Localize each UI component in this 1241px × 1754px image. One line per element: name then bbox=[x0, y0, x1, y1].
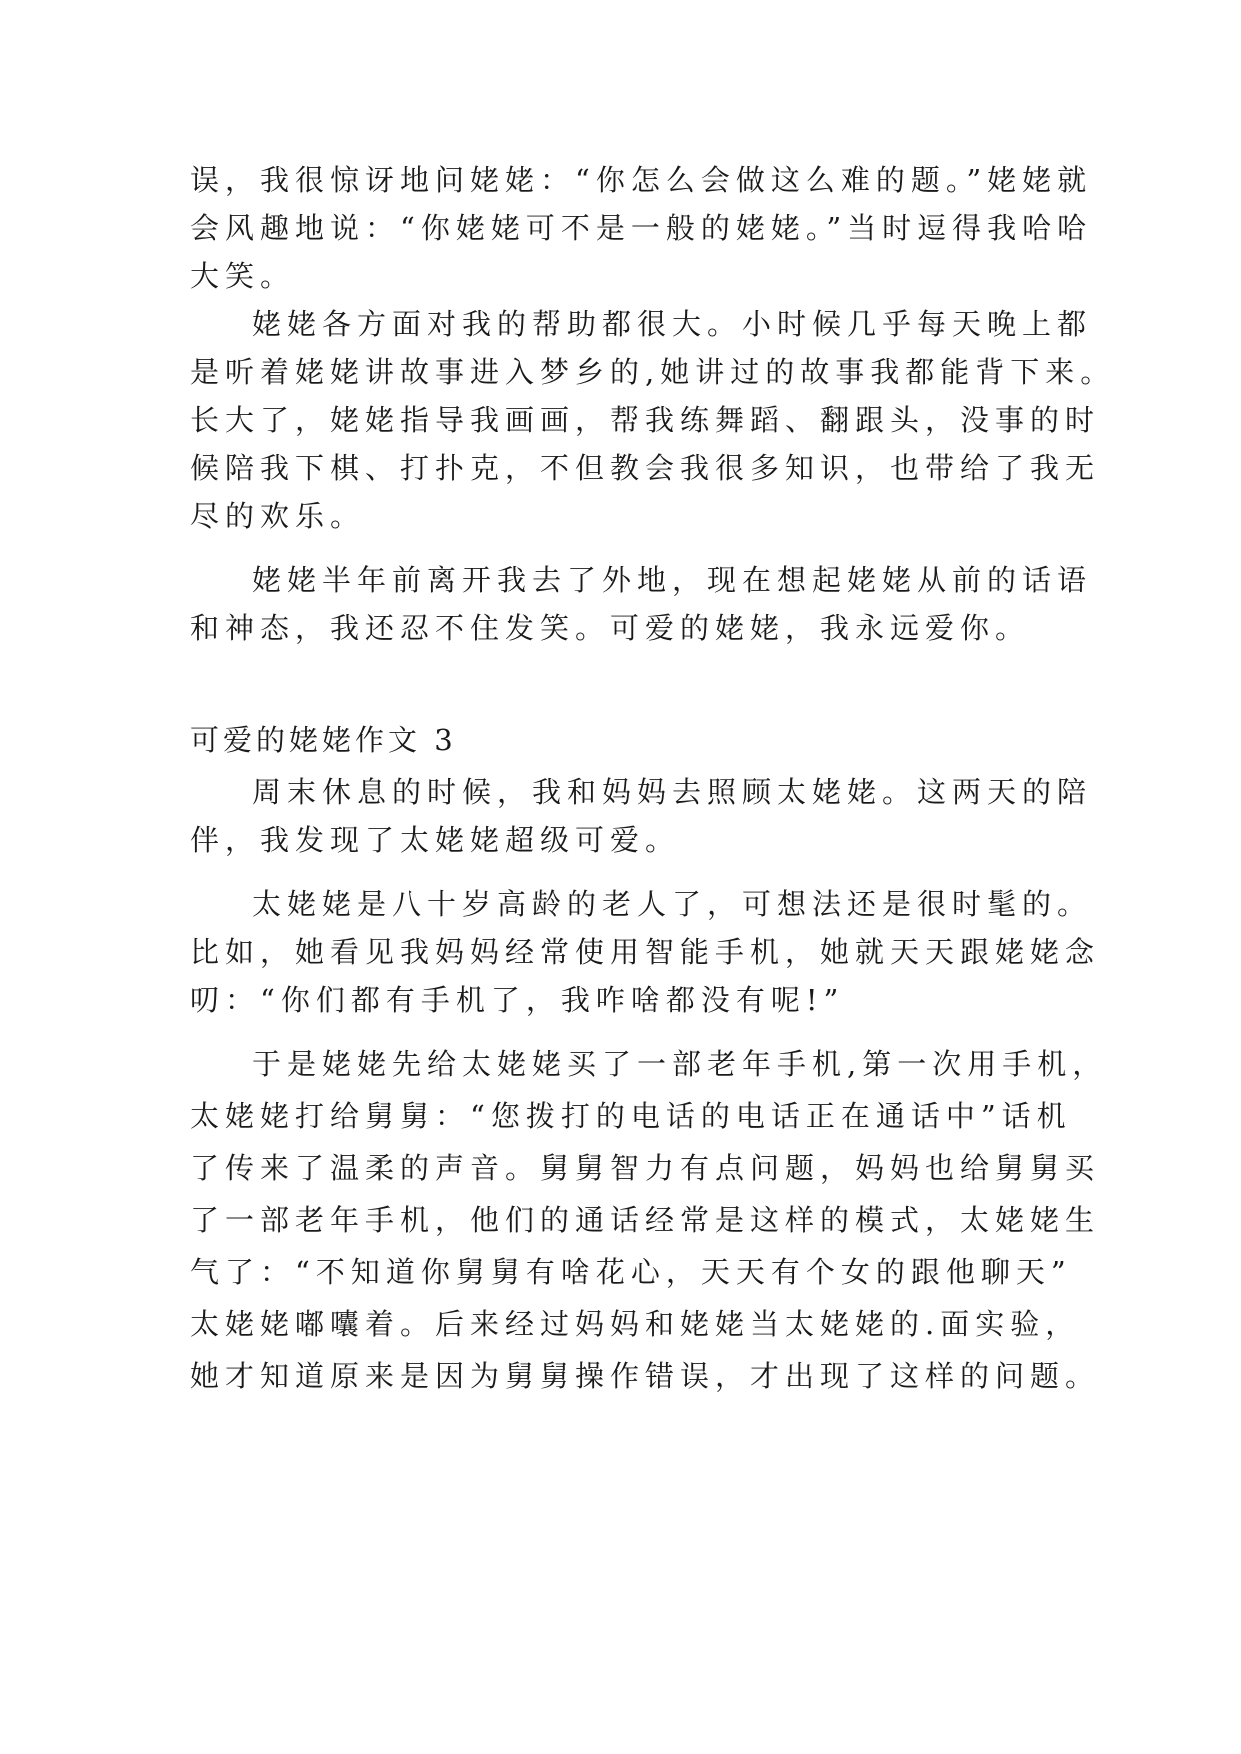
text-line: 太姥姥打给舅舅：“您拨打的电话的电话正在通话中”话机 bbox=[190, 1099, 1072, 1133]
paragraph-first-line: 姥姥半年前离开我去了外地，现在想起姥姥从前的话语 bbox=[252, 563, 1093, 597]
text-line: 了传来了温柔的声音。舅舅智力有点问题，妈妈也给舅舅买 bbox=[190, 1151, 1101, 1185]
text-line: 长大了，姥姥指导我画画，帮我练舞蹈、翻跟头，没事的时 bbox=[190, 403, 1101, 437]
paragraph-first-line: 于是姥姥先给太姥姥买了一部老年手机,第一次用手机， bbox=[252, 1047, 1108, 1081]
paragraph-first-line: 姥姥各方面对我的帮助都很大。小时候几乎每天晚上都 bbox=[252, 307, 1093, 341]
paragraph-first-line: 周末休息的时候，我和妈妈去照顾太姥姥。这两天的陪 bbox=[252, 775, 1093, 809]
text-line: 太姥姥嘟囔着。后来经过妈妈和姥姥当太姥姥的.面实验， bbox=[190, 1307, 1081, 1341]
text-line: 和神态，我还忍不住发笑。可爱的姥姥，我永远爱你。 bbox=[190, 611, 1031, 645]
text-line: 比如，她看见我妈妈经常使用智能手机，她就天天跟姥姥念 bbox=[190, 935, 1101, 969]
section-heading: 可爱的姥姥作文 3 bbox=[190, 723, 457, 757]
text-line: 误，我很惊讶地问姥姥：“你怎么会做这么难的题。”姥姥就 bbox=[190, 163, 1093, 197]
text-line: 是听着姥姥讲故事进入梦乡的,她讲过的故事我都能背下来。 bbox=[190, 355, 1116, 389]
paragraph-first-line: 太姥姥是八十岁高龄的老人了，可想法还是很时髦的。 bbox=[252, 887, 1093, 921]
text-line: 大笑。 bbox=[190, 259, 296, 293]
text-line: 气了：“不知道你舅舅有啥花心，天天有个女的跟他聊天” bbox=[190, 1255, 1072, 1289]
text-line: 叨：“你们都有手机了，我咋啥都没有呢!” bbox=[190, 983, 845, 1017]
text-line: 了一部老年手机，他们的通话经常是这样的模式，太姥姥生 bbox=[190, 1203, 1101, 1237]
text-line: 她才知道原来是因为舅舅操作错误，才出现了这样的问题。 bbox=[190, 1359, 1101, 1393]
text-line: 会风趣地说：“你姥姥可不是一般的姥姥。”当时逗得我哈哈 bbox=[190, 211, 1093, 245]
text-line: 伴，我发现了太姥姥超级可爱。 bbox=[190, 823, 681, 857]
text-line: 尽的欢乐。 bbox=[190, 499, 366, 533]
text-line: 候陪我下棋、打扑克，不但教会我很多知识，也带给了我无 bbox=[190, 451, 1101, 485]
